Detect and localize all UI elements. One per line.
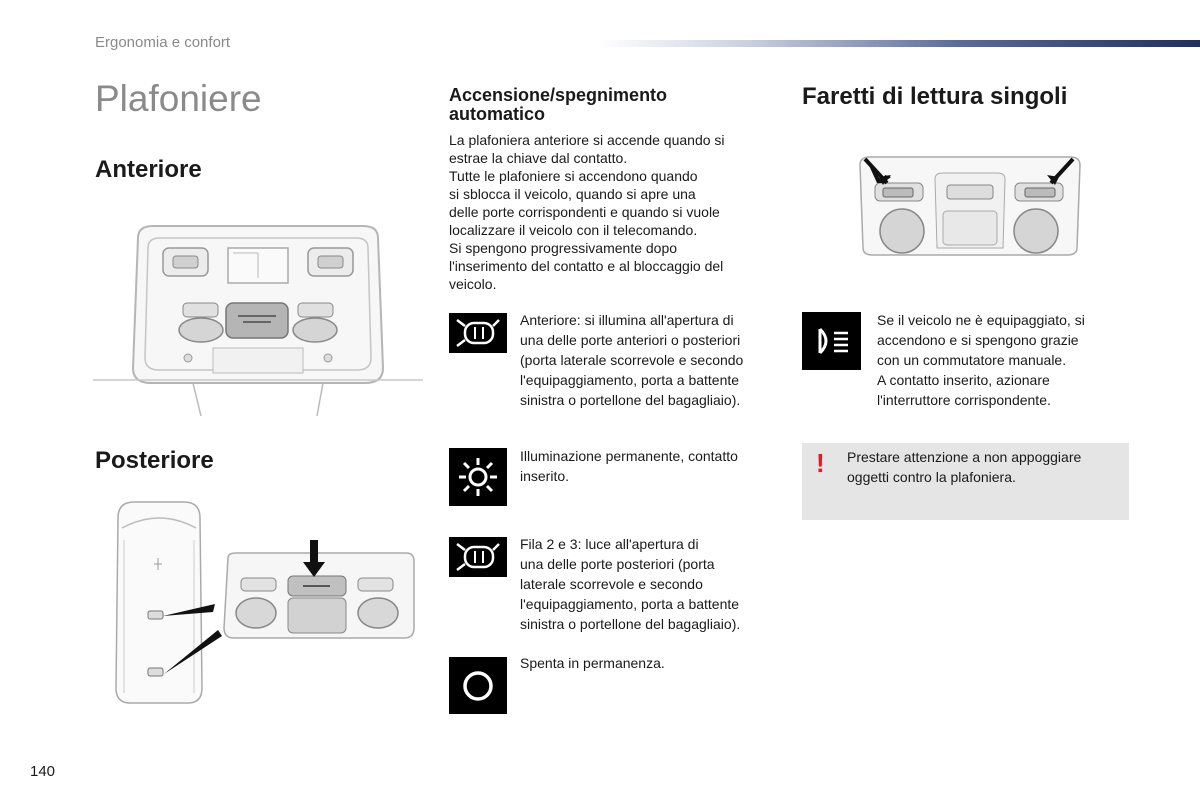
reading-light-icon: [802, 312, 861, 370]
item-line: accendono e si spengono grazie: [877, 332, 1079, 348]
page-title: Plafoniere: [95, 78, 262, 119]
rear-heading: Posteriore: [95, 447, 214, 474]
door-open-icon: [449, 313, 507, 353]
auto-description-line: l'inserimento del contatto e al bloccaggio del: [449, 258, 724, 274]
item-line: una delle porte anteriori o posteriori: [520, 332, 741, 348]
door-open-icon: [449, 537, 507, 577]
rear-door-description: [520, 534, 780, 634]
front-heading: Anteriore: [95, 156, 202, 183]
reading-lights-description: [877, 310, 1127, 410]
item-line: Anteriore: si illumina all'apertura di: [520, 312, 734, 328]
auto-description-line: Tutte le plafoniere si accendono quando: [449, 168, 698, 184]
light-off-icon: [449, 657, 507, 714]
reading-lights-illustration: [855, 153, 1085, 258]
warning-text: [847, 447, 1117, 487]
auto-description-line: estrae la chiave dal contatto.: [449, 150, 628, 166]
item-line: laterale scorrevole e secondo: [520, 576, 703, 592]
front-ceiling-light-illustration: [93, 218, 423, 418]
header-bar: [600, 40, 1200, 47]
auto-description: [449, 131, 769, 293]
item-line: con un commutatore manuale.: [877, 352, 1067, 368]
auto-description-line: veicolo.: [449, 276, 497, 292]
item-line: Illuminazione permanente, contatto: [520, 448, 738, 464]
item-line: una delle porte posteriori (porta: [520, 556, 715, 572]
auto-description-line: si sblocca il veicolo, quando si apre una: [449, 186, 696, 202]
warning-line: Prestare attenzione a non appoggiare: [847, 449, 1082, 465]
auto-description-line: delle porte corrispondenti e quando si vuole: [449, 204, 720, 220]
auto-description-line: localizzare il veicolo con il telecomando.: [449, 222, 698, 238]
item-line: l'equipaggiamento, porta a battente: [520, 596, 740, 612]
auto-heading: Accensione/spegnimento automatico: [449, 85, 668, 124]
reading-lights-heading: Faretti di lettura singoli: [802, 83, 1068, 110]
permanent-light-description: [520, 446, 780, 486]
item-line: Fila 2 e 3: luce all'apertura di: [520, 536, 699, 552]
item-line: sinistra o portellone del bagagliaio).: [520, 616, 741, 632]
item-line: (porta laterale scorrevole e secondo: [520, 352, 744, 368]
item-line: l'interruttore corrispondente.: [877, 392, 1051, 408]
auto-description-line: Si spengono progressivamente dopo: [449, 240, 678, 256]
item-line: l'equipaggiamento, porta a battente: [520, 372, 740, 388]
front-door-description: [520, 310, 780, 410]
item-line: Se il veicolo ne è equipaggiato, si: [877, 312, 1085, 328]
warning-line: oggetti contro la plafoniera.: [847, 469, 1016, 485]
page-number: 140: [30, 763, 56, 780]
item-line: inserito.: [520, 468, 570, 484]
warning-icon: !: [816, 448, 825, 478]
auto-description-line: La plafoniera anteriore si accende quando si: [449, 132, 725, 148]
section-label: Ergonomia e confort: [95, 34, 231, 51]
item-line: sinistra o portellone del bagagliaio).: [520, 392, 741, 408]
item-line: A contatto inserito, azionare: [877, 372, 1050, 388]
off-description: [520, 653, 780, 673]
item-line: Spenta in permanenza.: [520, 655, 665, 671]
light-on-icon: [449, 448, 507, 506]
rear-ceiling-light-illustration: [108, 498, 420, 710]
